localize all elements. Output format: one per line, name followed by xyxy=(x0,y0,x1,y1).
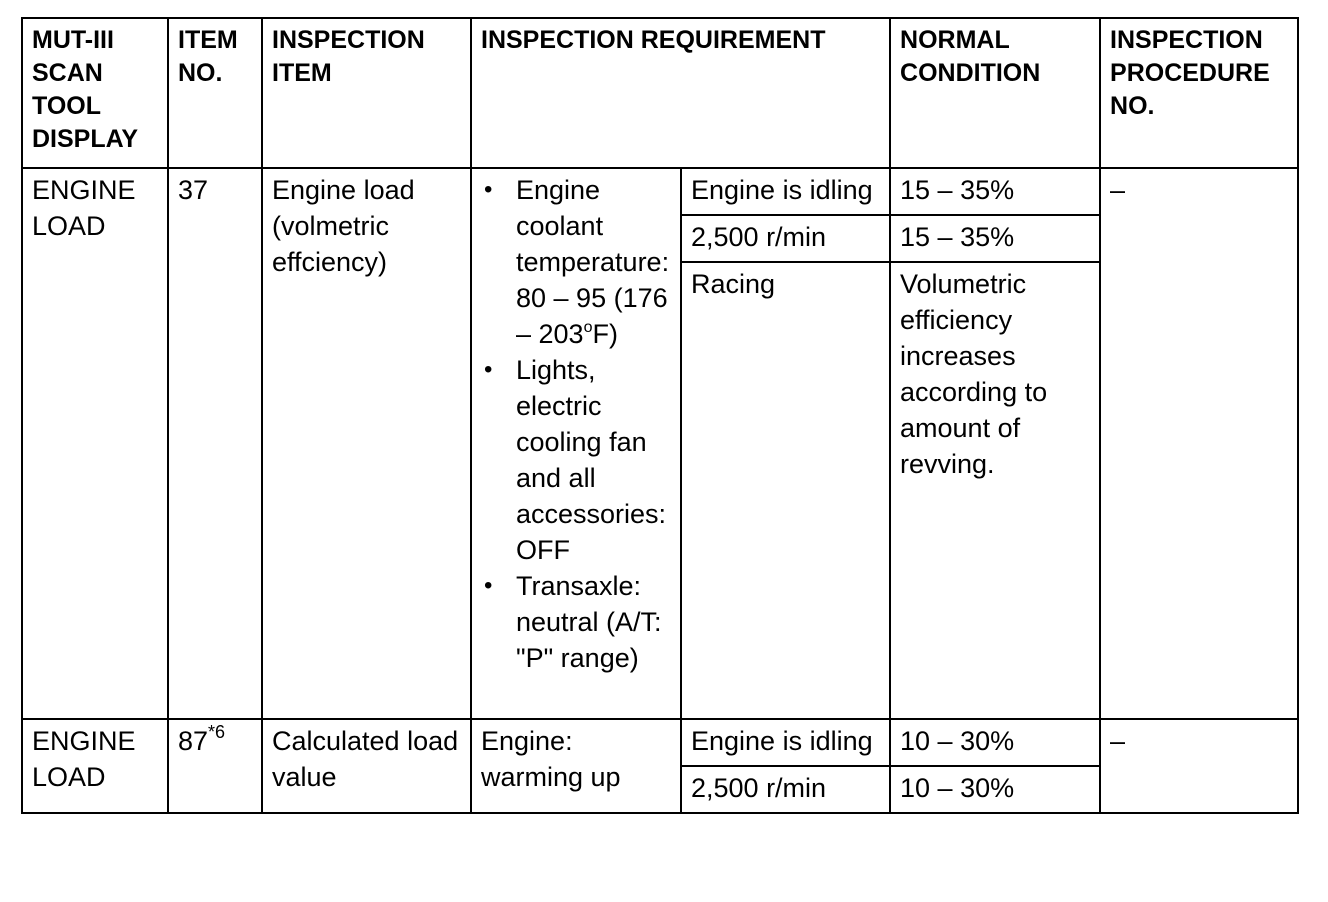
condition-state: Engine is idling xyxy=(681,168,890,215)
display-cell: ENGINE LOAD xyxy=(22,168,168,719)
header-procedure-no: INSPECTION PROCEDURE NO. xyxy=(1100,18,1298,168)
degree-symbol: o xyxy=(583,319,593,336)
inspection-item-cell: Engine load (volmetric effciency) xyxy=(262,168,471,719)
condition-state: 2,500 r/min xyxy=(681,766,890,813)
item-no-value: 87 xyxy=(178,726,209,756)
condition-normal: Volumetric efficiency increases according to amount of revving. xyxy=(890,262,1100,719)
condition-normal: 15 – 35% xyxy=(890,215,1100,262)
item-note-mark: *6 xyxy=(208,722,226,742)
item-no-cell xyxy=(168,719,262,813)
condition-state: Engine is idling xyxy=(681,719,890,766)
requirement-list xyxy=(478,172,674,676)
requirement-cell: Engine: warming up xyxy=(471,719,681,813)
condition-normal: 10 – 30% xyxy=(890,766,1100,813)
item-no-cell: 37 xyxy=(168,168,262,719)
requirement-coolant: Engine coolant temperature: 80 – 95 (176 – 203 xyxy=(516,175,670,349)
condition-state: 2,500 r/min xyxy=(681,215,890,262)
requirement-transaxle: Transaxle: neutral (A/T: "P" range) xyxy=(516,571,662,673)
table-row xyxy=(22,168,1298,215)
procedure-no-cell: – xyxy=(1100,719,1298,813)
header-inspection-requirement: INSPECTION REQUIREMENT xyxy=(471,18,890,168)
header-inspection-item: INSPECTION ITEM xyxy=(262,18,471,168)
requirement-cell xyxy=(471,168,681,719)
requirement-coolant-unit: F) xyxy=(592,319,618,349)
procedure-no-cell: – xyxy=(1100,168,1298,719)
inspection-item-cell: Calculated load value xyxy=(262,719,471,813)
header-item-no: ITEM NO. xyxy=(168,18,262,168)
list-item xyxy=(478,172,674,352)
condition-normal: 15 – 35% xyxy=(890,168,1100,215)
condition-state: Racing xyxy=(681,262,890,719)
list-item xyxy=(478,568,674,676)
header-normal-condition: NORMAL CONDITION xyxy=(890,18,1100,168)
list-item xyxy=(478,352,674,568)
condition-normal: 10 – 30% xyxy=(890,719,1100,766)
display-cell: ENGINE LOAD xyxy=(22,719,168,813)
inspection-spec-table xyxy=(21,17,1299,814)
requirement-lights: Lights, electric cooling fan and all accessories: OFF xyxy=(516,355,667,565)
header-display: MUT-III SCAN TOOL DISPLAY xyxy=(22,18,168,168)
table-row xyxy=(22,719,1298,766)
header-row xyxy=(22,18,1298,168)
